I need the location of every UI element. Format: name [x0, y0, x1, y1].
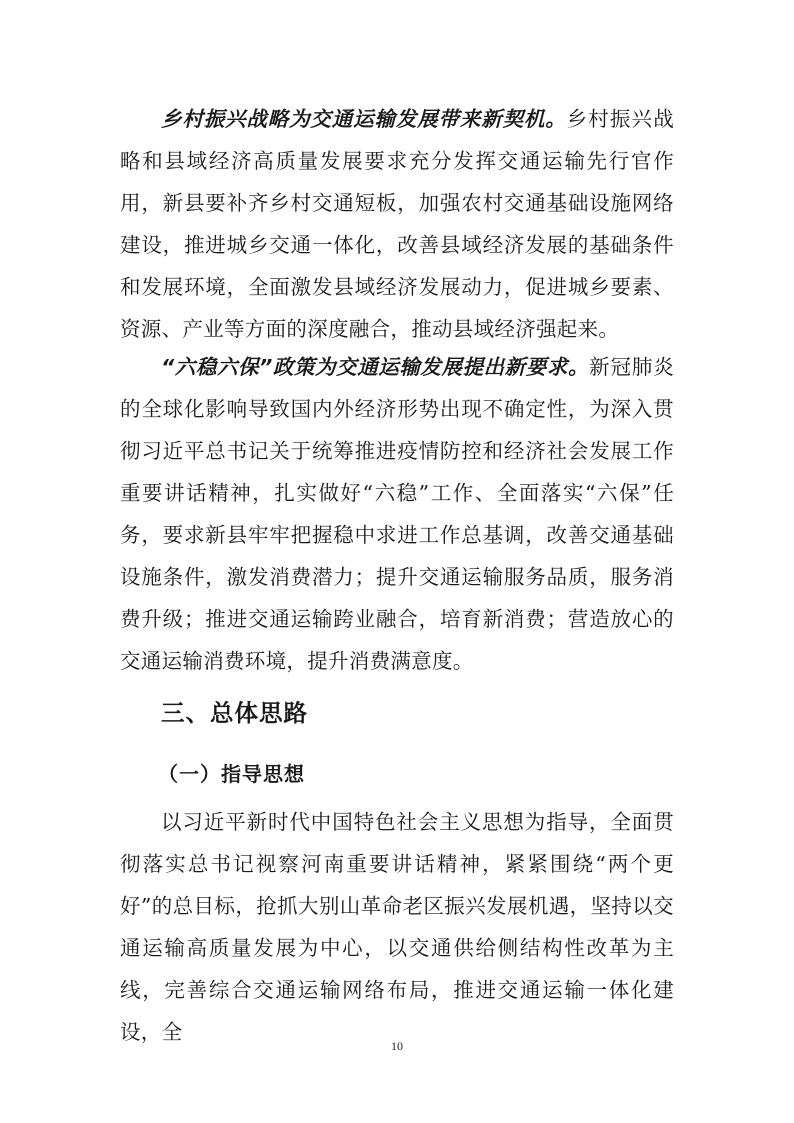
paragraph-body-guiding-ideology: 以习近平新时代中国特色社会主义思想为指导，全面贯彻落实总书记视察河南重要讲话精神，紧紧围绕“两个更好”的总目标，抢抓大别山革命老区振兴发展机遇，坚持以交通运输高质量发展为中心，以交通供给侧结构性改革为主线，完善综合交通运输网络布局，推进交通运输一体化建设，全 [120, 810, 674, 1044]
paragraph-rural-revitalization [120, 98, 674, 350]
paragraph-body-rural-revitalization: 乡村振兴战略和县域经济高质量发展要求充分发挥交通运输先行官作用，新县要补齐乡村交通短板，加强农村交通基础设施网络建设，推进城乡交通一体化，改善县域经济发展的基础条件和发展环境，全面激发县域经济发展动力，促进城乡要素、资源、产业等方面的深度融合，推动县域经济强起来。 [120, 107, 675, 341]
paragraph-six-stabilities [120, 346, 674, 682]
section-heading: 三、总体思路 [161, 699, 308, 727]
paragraph-lead-rural-revitalization: 乡村振兴战略为交通运输发展带来新契机。 [161, 107, 567, 131]
paragraph-body-six-stabilities: 新冠肺炎的全球化影响导致国内外经济形势出现不确定性，为深入贯彻习近平总书记关于统筹推进疫情防控和经济社会发展工作重要讲话精神，扎实做好“六稳”工作、全面落实“六保”任务，要求新县牢牢把握稳中求进工作总基调，改善交通基础设施条件，激发消费潜力；提升交通运输服务品质，服务消费升级；推进交通运输跨业融合，培育新消费；营造放心的交通运输消费环境，提升消费满意度。 [120, 355, 674, 673]
subsection-heading: （一）指导思想 [158, 762, 305, 786]
page-number: 10 [391, 1039, 403, 1053]
paragraph-guiding-ideology [120, 801, 674, 1053]
paragraph-lead-six-stabilities: “六稳六保”政策为交通运输发展提出新要求。 [161, 355, 590, 379]
